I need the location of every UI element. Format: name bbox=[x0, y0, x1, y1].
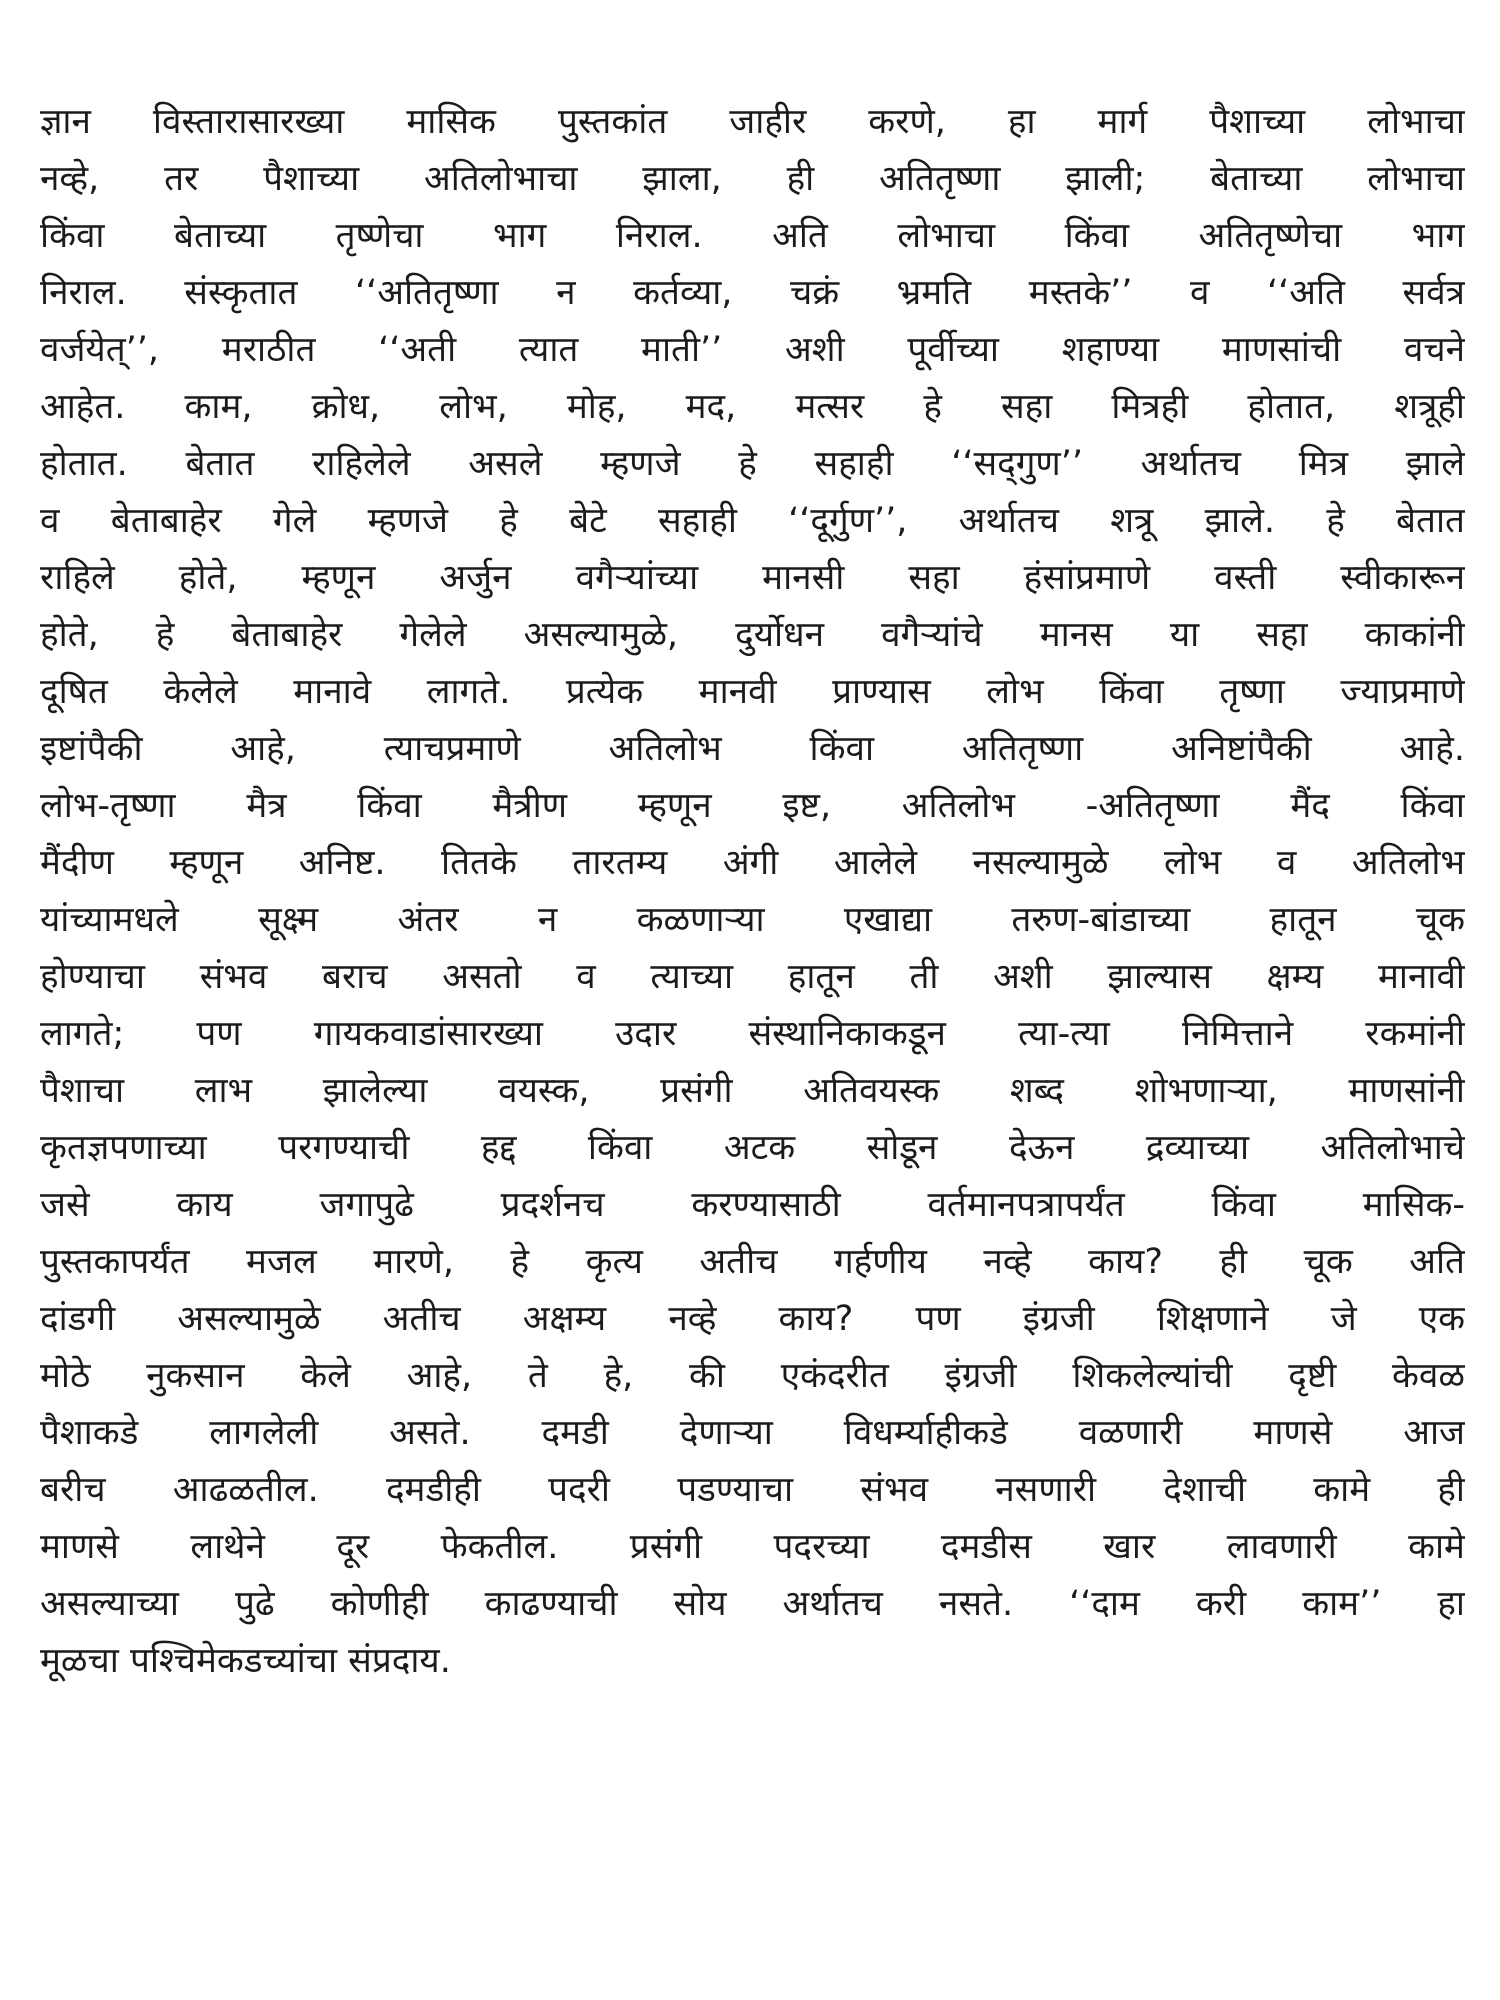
text-line-last: मूळचा पश्चिमेकडच्यांचा संप्रदाय. bbox=[40, 1641, 451, 1681]
text-line: दूषित केलेले मानावे लागते. प्रत्येक मानवी प्राण्यास लोभ किंवा तृष्णा ज्याप्रमाणे bbox=[40, 672, 1465, 712]
text-line: मैंदीण म्हणून अनिष्ट. तितके तारतम्य अंगी आलेले नसल्यामुळे लोभ व अतिलोभ bbox=[40, 843, 1465, 883]
text-line: कृतज्ञपणाच्या परगण्याची हद्द किंवा अटक सोडून देऊन द्रव्याच्या अतिलोभाचे bbox=[40, 1128, 1465, 1168]
text-line: असल्याच्या पुढे कोणीही काढण्याची सोय अर्थातच नसते. ‘‘दाम करी काम’’ हा bbox=[40, 1584, 1465, 1624]
text-line: मोठे नुकसान केले आहे, ते हे, की एकंदरीत इंग्रजी शिकलेल्यांची दृष्टी केवळ bbox=[40, 1356, 1465, 1396]
text-line: माणसे लाथेने दूर फेकतील. प्रसंगी पदरच्या दमडीस खार लावणारी कामे bbox=[40, 1527, 1465, 1567]
text-line: राहिले होते, म्हणून अर्जुन वगैऱ्यांच्या मानसी सहा हंसांप्रमाणे वस्ती स्वीकारून bbox=[40, 558, 1465, 598]
document-body bbox=[40, 94, 1465, 1690]
text-line: नव्हे, तर पैशाच्या अतिलोभाचा झाला, ही अतितृष्णा झाली; बेताच्या लोभाचा bbox=[40, 159, 1465, 199]
text-line: व बेताबाहेर गेले म्हणजे हे बेटे सहाही ‘‘दूर्गुण’’, अर्थातच शत्रू झाले. हे बेतात bbox=[40, 501, 1465, 541]
text-line: आहेत. काम, क्रोध, लोभ, मोह, मद, मत्सर हे सहा मित्रही होतात, शत्रूही bbox=[40, 387, 1465, 427]
text-line: यांच्यामधले सूक्ष्म अंतर न कळणाऱ्या एखाद्या तरुण-बांडाच्या हातून चूक bbox=[40, 900, 1465, 940]
text-line: इष्टांपैकी आहे, त्याचप्रमाणे अतिलोभ किंवा अतितृष्णा अनिष्टांपैकी आहे. bbox=[40, 729, 1465, 769]
text-line: दांडगी असल्यामुळे अतीच अक्षम्य नव्हे काय? पण इंग्रजी शिक्षणाने जे एक bbox=[40, 1299, 1465, 1339]
text-line: जसे काय जगापुढे प्रदर्शनच करण्यासाठी वर्तमानपत्रापर्यंत किंवा मासिक- bbox=[40, 1185, 1465, 1225]
text-line: लागते; पण गायकवाडांसारख्या उदार संस्थानिकाकडून त्या-त्या निमित्ताने रकमांनी bbox=[40, 1014, 1465, 1054]
text-line: पुस्तकापर्यंत मजल मारणे, हे कृत्य अतीच गर्हणीय नव्हे काय? ही चूक अति bbox=[40, 1242, 1465, 1282]
text-line: वर्जयेत्’’, मराठीत ‘‘अती त्यात माती’’ अशी पूर्वीच्या शहाण्या माणसांची वचने bbox=[40, 330, 1465, 370]
text-line: किंवा बेताच्या तृष्णेचा भाग निराल. अति लोभाचा किंवा अतितृष्णेचा भाग bbox=[40, 216, 1465, 256]
text-line: होते, हे बेताबाहेर गेलेले असल्यामुळे, दुर्योधन वगैऱ्यांचे मानस या सहा काकांनी bbox=[40, 615, 1465, 655]
text-line: पैशाकडे लागलेली असते. दमडी देणाऱ्या विधर्म्याहीकडे वळणारी माणसे आज bbox=[40, 1413, 1465, 1453]
text-line: होण्याचा संभव बराच असतो व त्याच्या हातून ती अशी झाल्यास क्षम्य मानावी bbox=[40, 957, 1465, 997]
text-line: बरीच आढळतील. दमडीही पदरी पडण्याचा संभव नसणारी देशाची कामे ही bbox=[40, 1470, 1465, 1510]
text-line: पैशाचा लाभ झालेल्या वयस्क, प्रसंगी अतिवयस्क शब्द शोभणाऱ्या, माणसांनी bbox=[40, 1071, 1465, 1111]
text-line: होतात. बेतात राहिलेले असले म्हणजे हे सहाही ‘‘सद्‌गुण’’ अर्थातच मित्र झाले bbox=[40, 444, 1465, 484]
text-line: लोभ-तृष्णा मैत्र किंवा मैत्रीण म्हणून इष्ट, अतिलोभ -अतितृष्णा मैंद किंवा bbox=[40, 786, 1465, 826]
text-line: निराल. संस्कृतात ‘‘अतितृष्णा न कर्तव्या, चक्रं भ्रमति मस्तके’’ व ‘‘अति सर्वत्र bbox=[40, 273, 1465, 313]
text-line: ज्ञान विस्तारासारख्या मासिक पुस्तकांत जाहीर करणे, हा मार्ग पैशाच्या लोभाचा bbox=[40, 102, 1465, 142]
